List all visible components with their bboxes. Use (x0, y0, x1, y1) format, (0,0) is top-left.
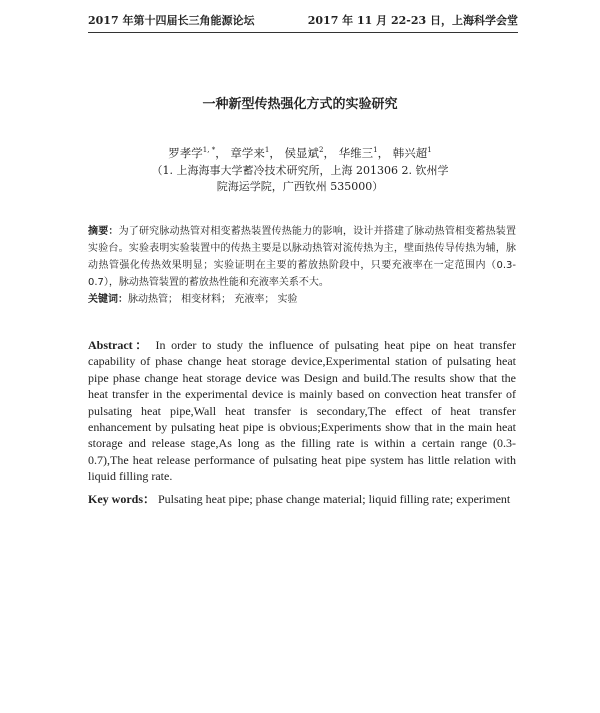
keywords-en-text: Pulsating heat pipe; phase change material; liquid filling rate; experiment (155, 492, 511, 506)
header-conference: 2017 年第十四届长三角能源论坛 (88, 14, 255, 27)
author-name: 罗孝学 (168, 146, 203, 160)
author-list: 罗孝学$^{1, *}$， 章学来$^1$， 侯显斌$^2$， 华维三$^1$， 韩兴超$^1$ (168, 146, 432, 160)
author-name: 侯显斌 (284, 146, 319, 160)
running-header (88, 10, 518, 33)
abstract-en-text: In order to study the influence of pulsating heat pipe on heat transfer capability of phase change heat storage device,Experimental station of pulsating heat pipe phase change heat storage device was Design and build.The results show that the heat transfer in the experimental device is mainly based on convection heat transfer of pulsating heat pipe,Wall heat transfer is secondary,The effect of heat transfer enhancement by pulsating heat pipe is obvious;Experiments show that in the main heat storage and release stage,As long as the filling rate is within a certain range (0.3-0.7),The heat release performance of pulsating heat pipe system has little relation with liquid filling rate. (88, 338, 516, 484)
author-affil-mark: 1, * (202, 146, 216, 155)
abstract-en-label: Abstract： (88, 338, 150, 352)
author-name: 华维三 (338, 146, 374, 160)
header-date-venue: 2017 年 11 月 22-23 日，上海科学会堂 (307, 14, 518, 27)
abstract-cn-label: 摘要： (88, 226, 119, 237)
keywords-cn-label: 关键词： (88, 294, 128, 305)
author-affil-mark: 2 (318, 146, 324, 155)
abstract-english (88, 337, 516, 485)
abstract-cn-text: 为了研究脉动热管对相变蓄热装置传热能力的影响，设计并搭建了脉动热管相变蓄热装置实验台。实验表明实验装置中的传热主要是以脉动热管对流传热为主，壁面热传导传热为辅，脉动热管强化传热效果明显；实验证明在主要的蓄放热阶段中，只要充液率在一定范围内（0.3-0.7），脉动热管装置的蓄放热性能和充液率关系不大。 (88, 226, 517, 288)
affiliation: （1. 上海海事大学蓄冷技术研究所，上海 201306 2. 钦州学院海运学院，广西钦州 535000） (151, 164, 449, 193)
keywords-cn-text: 脉动热管； 相变材料； 充液率； 实验 (128, 294, 298, 305)
author-affil-mark: 1 (373, 146, 378, 155)
keywords-chinese (88, 290, 516, 305)
author-affil-mark: 1 (264, 146, 270, 155)
abstract-chinese (88, 223, 516, 291)
author-affil-mark: 1 (427, 146, 432, 155)
author-name: 章学来 (230, 146, 265, 160)
keywords-en-label: Key words： (88, 492, 155, 506)
author-name: 韩兴超 (392, 146, 428, 160)
keywords-english (88, 491, 516, 507)
paper-title: 一种新型传热强化方式的实验研究 (202, 97, 398, 112)
